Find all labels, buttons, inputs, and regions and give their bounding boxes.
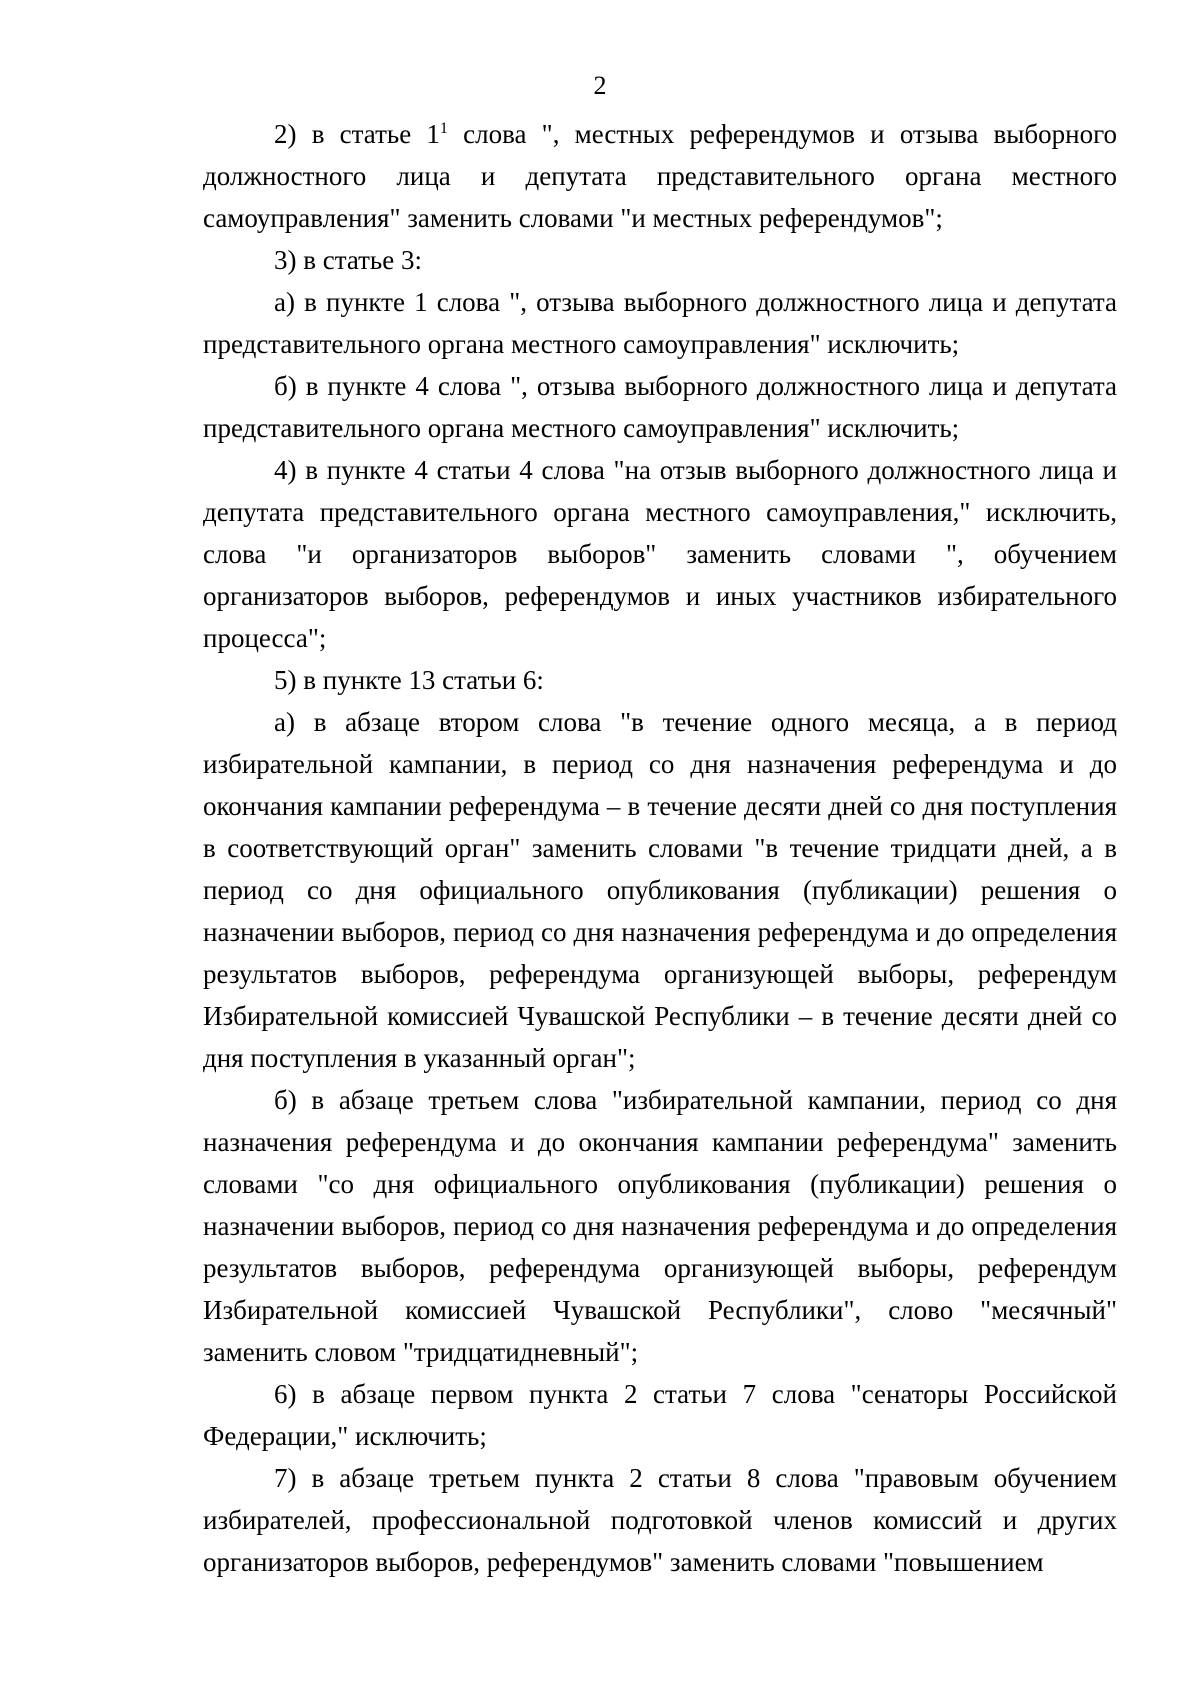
paragraph-item-5: 5) в пункте 13 статьи 6:: [274, 665, 544, 695]
document-body: [203, 113, 1117, 1583]
paragraph-item-4: 4) в пункте 4 статьи 4 слова "на отзыв выборного должностного лица и депутата представительного органа местного самоуправления," исключить, слова "и организаторов выборов" заменить словами ", обучением организаторов выборов, референдумов и иных участников избирательного процесса";: [203, 455, 1117, 653]
paragraph-text: 2) в статье 1: [274, 119, 440, 149]
paragraph-item-6: 6) в абзаце первом пункта 2 статьи 7 слова "сенаторы Российской Федерации," исключить;: [203, 1379, 1117, 1451]
paragraph-item-3a: а) в пункте 1 слова ", отзыва выборного должностного лица и депутата представительного органа местного самоуправления" исключить;: [203, 287, 1117, 359]
paragraph-item-2: [203, 113, 1117, 239]
paragraph-item-5b: б) в абзаце третьем слова "избирательной кампании, период со дня назначения референдума и до окончания кампании референдума" заменить словами "со дня официального опубликования (публикации) решения о назначении выборов, период со дня назначения референдума и до определения результатов выборов, референдума организующей выборы, референдум Избирательной комиссией Чувашской Республики", слово "месячный" заменить словом "тридцатидневный";: [203, 1085, 1117, 1367]
paragraph-item-7: 7) в абзаце третьем пункта 2 статьи 8 слова "правовым обучением избирателей, профессиональной подготовкой членов комиссий и других организаторов выборов, референдумов" заменить словами "повышением: [203, 1463, 1117, 1577]
paragraph-item-3b: б) в пункте 4 слова ", отзыва выборного должностного лица и депутата представительного органа местного самоуправления" исключить;: [203, 371, 1117, 443]
paragraph-item-5a: а) в абзаце втором слова "в течение одного месяца, а в период избирательной кампании, в период со дня назначения референдума и до окончания кампании референдума – в течение десяти дней со дня поступления в соответствующий орган" заменить словами "в течение тридцати дней, а в период со дня официального опубликования (публикации) решения о назначении выборов, период со дня назначения референдума и до определения результатов выборов, референдума организующей выборы, референдум Избирательной комиссией Чувашской Республики – в течение десяти дней со дня поступления в указанный орган";: [203, 707, 1117, 1073]
paragraph-item-3: 3) в статье 3:: [274, 245, 422, 275]
paragraph-text: слова ", местных референдумов и отзыва выборного должностного лица и депутата представительного органа местного самоуправления" заменить словами "и местных референдумов";: [203, 119, 1118, 233]
page-number: 2: [593, 71, 607, 100]
superscript-index: 1: [439, 120, 448, 137]
